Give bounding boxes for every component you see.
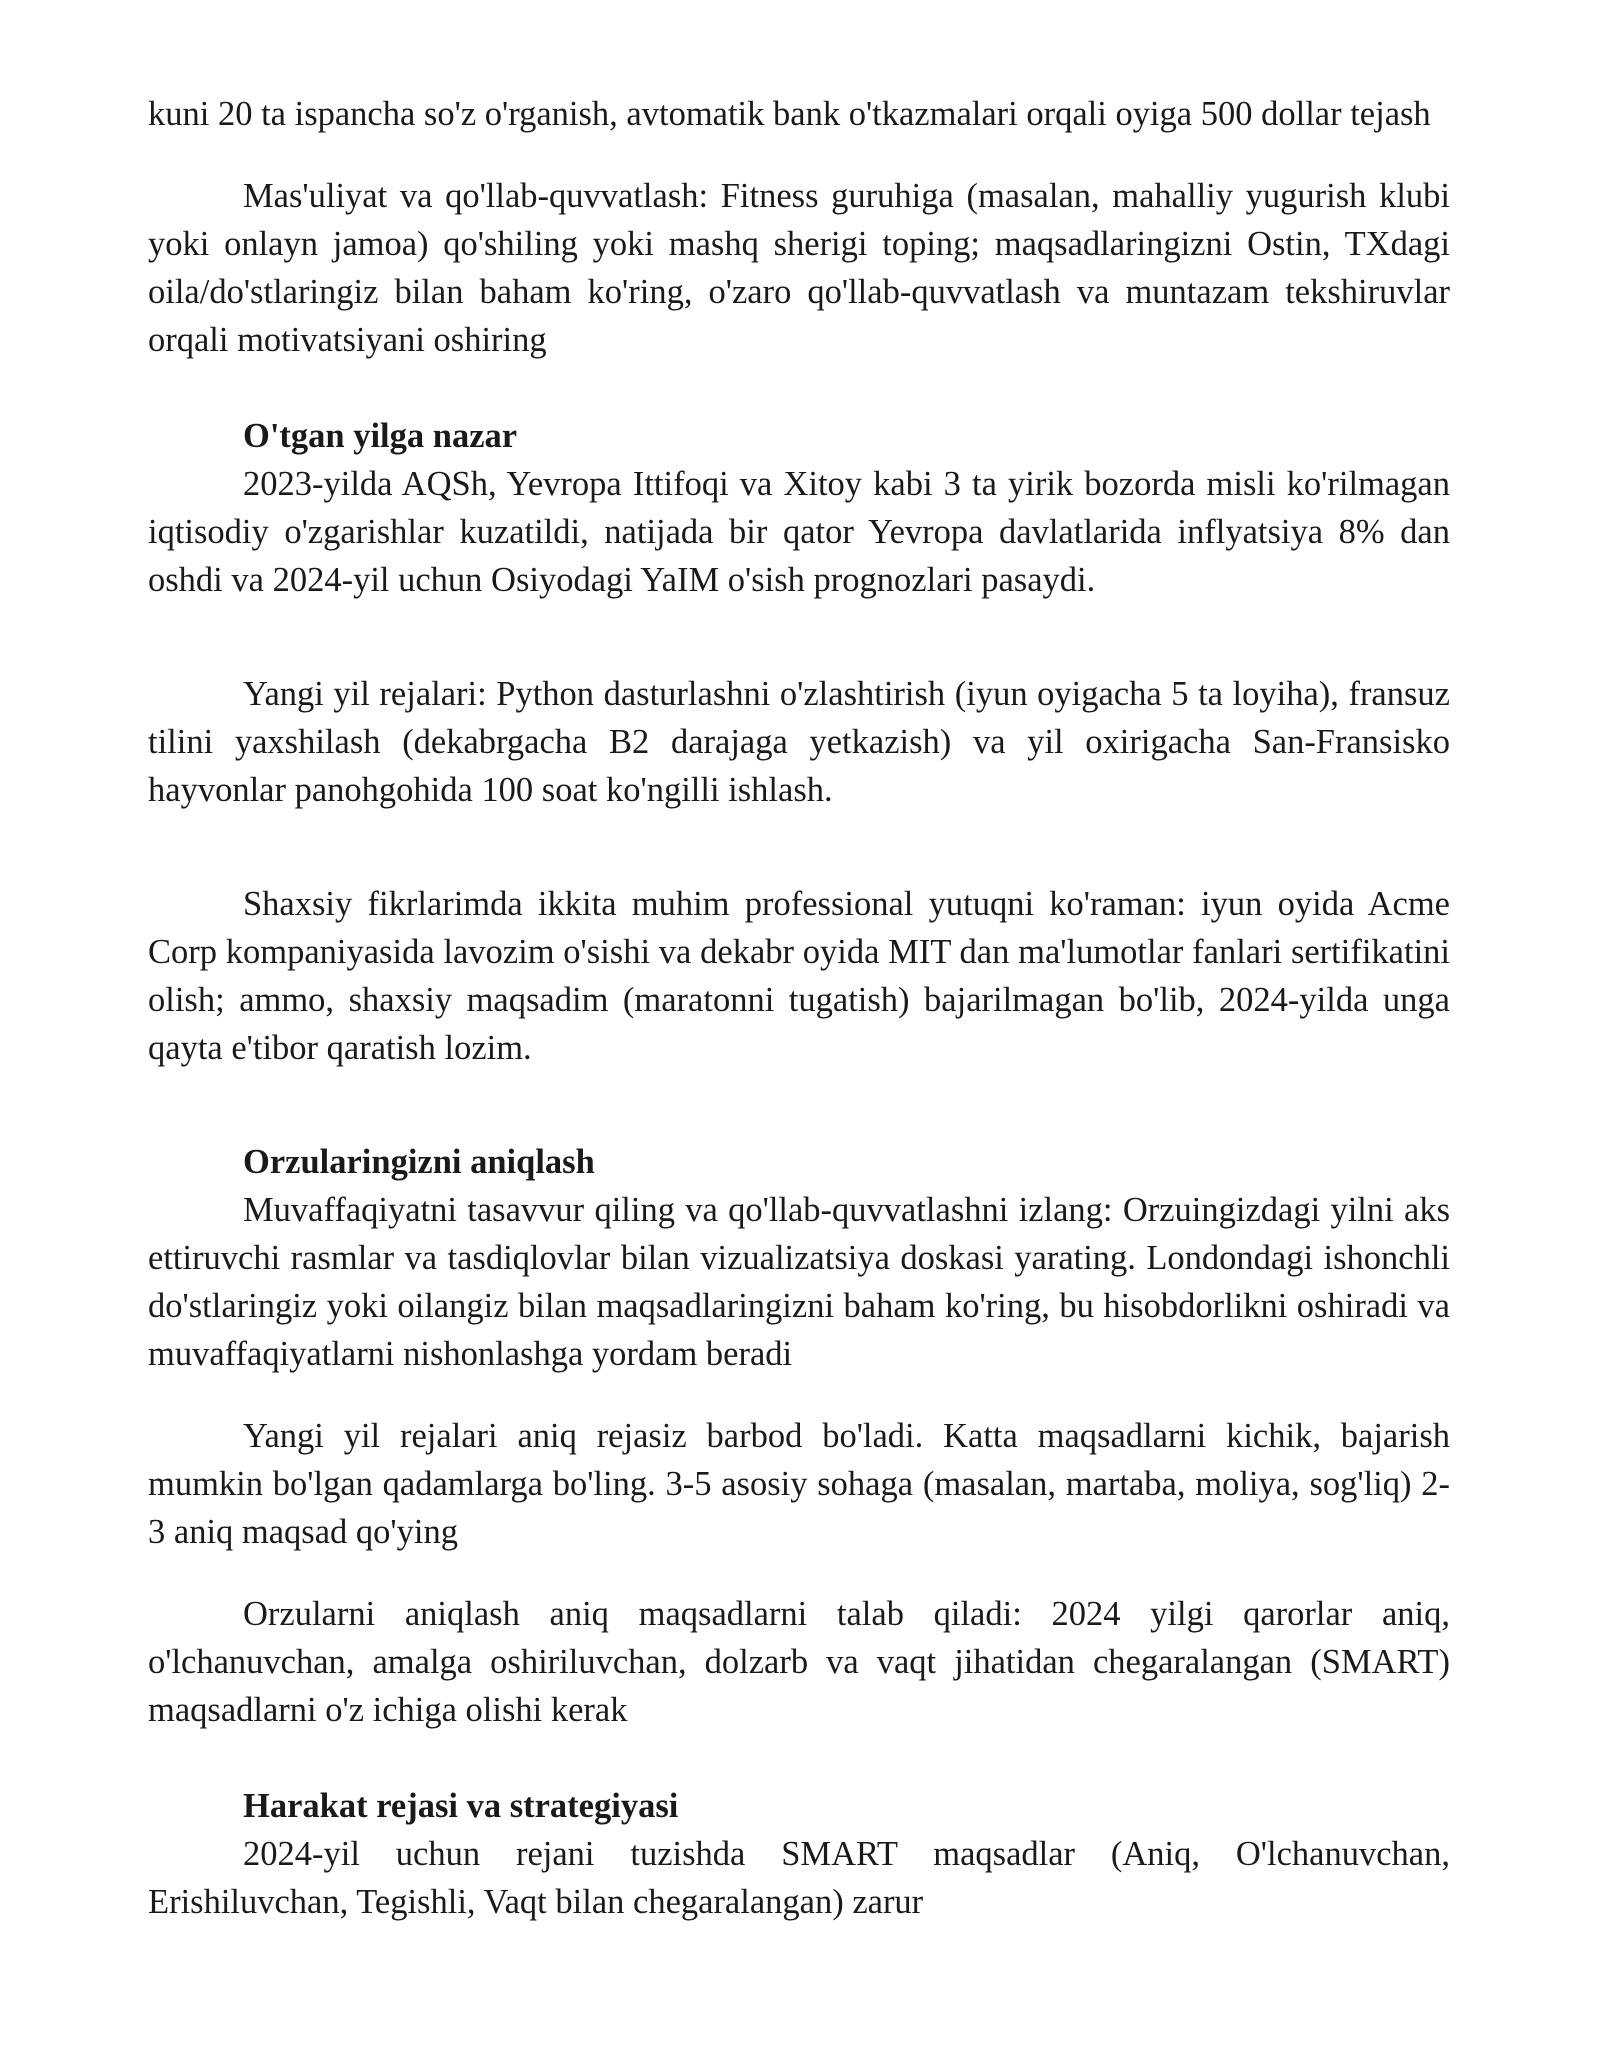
heading-past-year: O'tgan yilga nazar xyxy=(243,417,518,455)
document-page xyxy=(148,90,1450,1926)
paragraph-personal-reflection: Shaxsiy fikrlarimda ikkita muhim professional yutuqni ko'raman: iyun oyida Acme Corp kompaniyasida lavozim o'sishi va dekabr oyida MIT dan ma'lumotlar fanlari sertifikatini olish; ammo, shaxsiy maqsadim (maratonni tugatish) bajarilmagan bo'lib, 2024-yilda unga qayta e'tibor qaratish lozim. xyxy=(148,885,1450,1067)
heading-define-dreams: Orzularingizni aniqlash xyxy=(243,1143,595,1181)
paragraph-accountability: Mas'uliyat va qo'llab-quvvatlash: Fitness guruhiga (masalan, mahalliy yugurish klubi yoki onlayn jamoa) qo'shiling yoki mashq sherigi toping; maqsadlaringizni Ostin, TXdagi oila/do'stlaringiz bilan baham ko'ring, o'zaro qo'llab-quvvatlash va muntazam tekshiruvlar orqali motivatsiyani oshiring xyxy=(148,177,1450,359)
paragraph-concrete-plan: Yangi yil rejalari aniq rejasiz barbod bo'ladi. Katta maqsadlarni kichik, bajarish mumkin bo'lgan qadamlarga bo'ling. 3-5 asosiy sohaga (masalan, martaba, moliya, sog'liq) 2-3 aniq maqsad qo'ying xyxy=(148,1417,1450,1551)
paragraph-visualize-success: Muvaffaqiyatni tasavvur qiling va qo'llab-quvvatlashni izlang: Orzuingizdagi yilni aks ettiruvchi rasmlar va tasdiqlovlar bilan vizualizatsiya doskasi yarating. Londondagi ishonchli do'stlaringiz yoki oilangiz bilan maqsadlaringizni baham ko'ring, bu hisobdorlikni oshiradi va muvaffaqiyatlarni nishonlashga yordam beradi xyxy=(148,1191,1450,1373)
paragraph-new-year-plans: Yangi yil rejalari: Python dasturlashni o'zlashtirish (iyun oyigacha 5 ta loyiha), fransuz tilini yaxshilash (dekabrgacha B2 darajaga yetkazish) va yil oxirigacha San-Fransisko hayvonlar panohgohida 100 soat ko'ngilli ishlash. xyxy=(148,675,1450,809)
paragraph-smart-plan: 2024-yil uchun rejani tuzishda SMART maqsadlar (Aniq, O'lchanuvchan, Erishiluvchan, Tegishli, Vaqt bilan chegaralangan) zarur xyxy=(148,1835,1450,1921)
heading-action-plan: Harakat rejasi va strategiyasi xyxy=(243,1787,679,1825)
paragraph-savings-goal: kuni 20 ta ispancha so'z o'rganish, avtomatik bank o'tkazmalari orqali oyiga 500 dollar tejash xyxy=(148,95,1431,133)
paragraph-economic-review: 2023-yilda AQSh, Yevropa Ittifoqi va Xitoy kabi 3 ta yirik bozorda misli ko'rilmagan iqtisodiy o'zgarishlar kuzatildi, natijada bir qator Yevropa davlatlarida inflyatsiya 8% dan oshdi va 2024-yil uchun Osiyodagi YaIM o'sish prognozlari pasaydi. xyxy=(148,465,1450,599)
paragraph-smart-goals: Orzularni aniqlash aniq maqsadlarni talab qiladi: 2024 yilgi qarorlar aniq, o'lchanuvchan, amalga oshiriluvchan, dolzarb va vaqt jihatidan chegaralangan (SMART) maqsadlarni o'z ichiga olishi kerak xyxy=(148,1595,1450,1729)
